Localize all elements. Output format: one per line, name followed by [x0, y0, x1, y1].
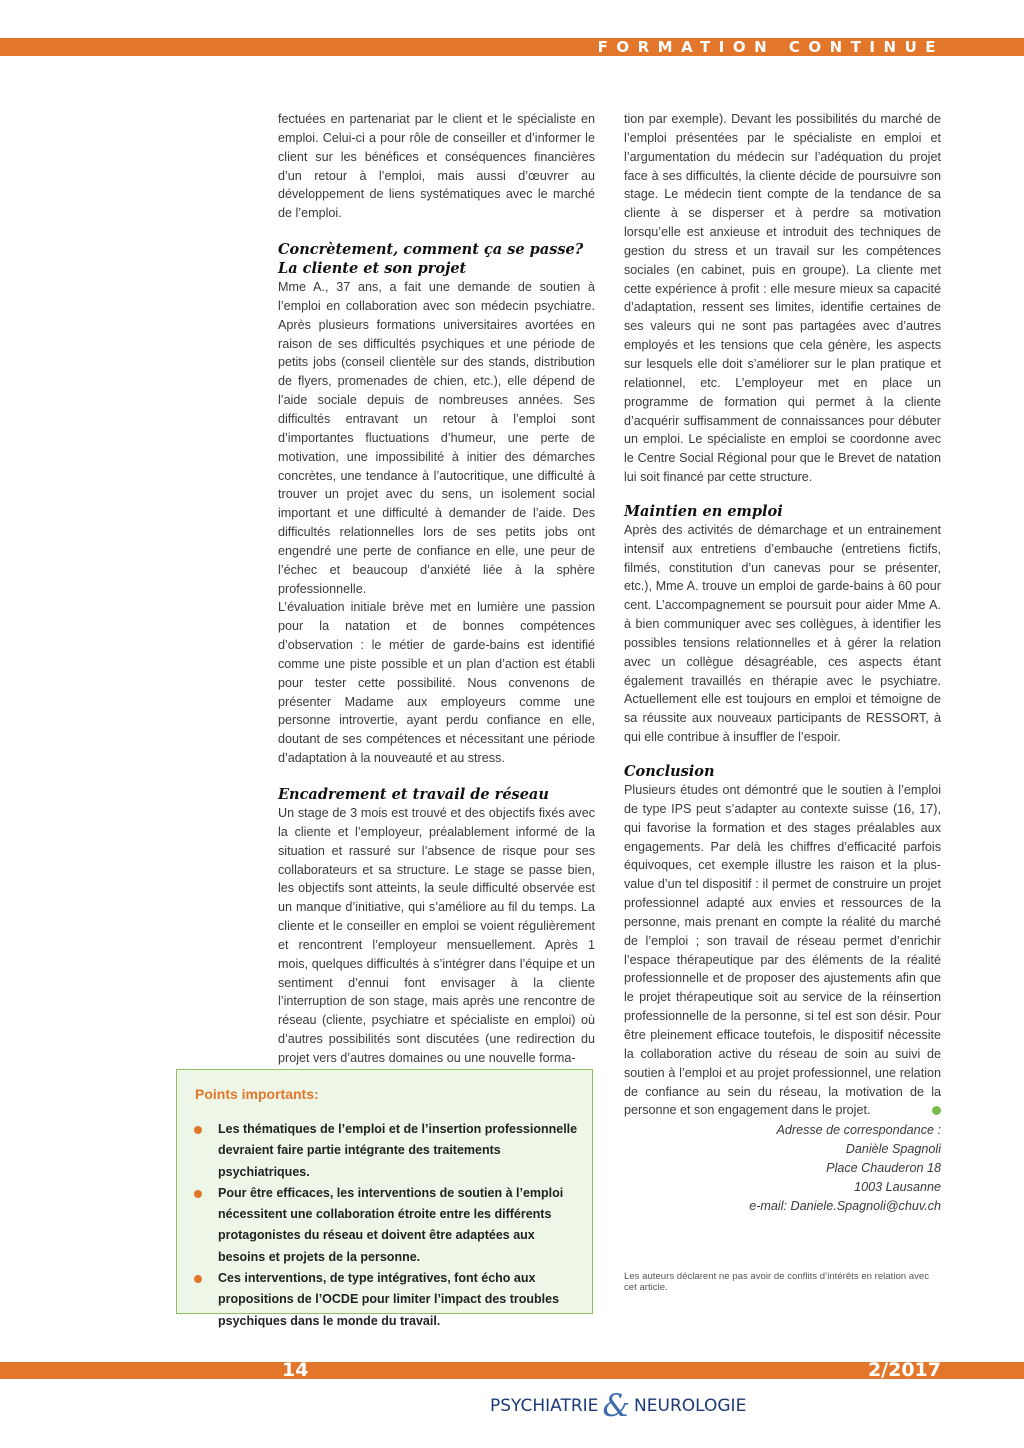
journal-name-left: PSYCHIATRIE — [490, 1396, 599, 1416]
heading-encadrement: Encadrement et travail de réseau — [278, 786, 549, 803]
column-right — [624, 110, 941, 1215]
issue-number: 2/2017 — [867, 1359, 941, 1381]
paragraph-maintien: Après des activités de démarchage et un entrainement intensif aux entretiens d’embauche (entretiens fictifs, filmés, constitution d’un canevas pour se présenter, etc.), Mme A. trouve un emploi de garde-bains à 60 pour cent. L’accompagnement se poursuit pour aider Mme A. à bien communiquer avec ses collègues, à identifier les possibles tensions relationnelles et à gérer la relation avec un collègue désagréable, ces aspects étant également travaillés en thérapie avec le psychiatre. Actuellement elle est toujours en emploi et témoigne de sa réussite aux nouveaux participants de RESSORT, à qui elle contribue à insuffler de l’espoir. — [624, 522, 941, 745]
address-city: 1003 Lausanne — [854, 1179, 941, 1194]
key-point-item — [194, 1268, 580, 1332]
key-point-text: Pour être efficaces, les interventions de soutien à l’emploi nécessitent une collaboration étroite entre les différents protagonistes du réseau et doivent être adaptées aux besoins et projets de la personne. — [218, 1185, 564, 1264]
paragraph-mme-a: Mme A., 37 ans, a fait une demande de soutien à l’emploi en collaboration avec son médecin psychiatre. Après plusieurs formations universitaires avortées en raison de ses difficultés psychiques et une période de petits jobs (conseil clientèle sur des stands, distribution de flyers, promenades de chien, etc.), elle dépend de l’aide sociale depuis de nombreuses années. Ses difficultés entravant un retour à l’emploi sont d’importantes fluctuations d’humeur, une perte de motivation, une impossibilité à initier des démarches concrètes, une tendance à l’autocritique, une difficulté à trouver un projet avec du sens, un isolement social important et une difficulté à demander de l’aide. Des difficultés relationnelles lors de ses petits jobs ont engendré une perte de confiance en elle, une peur de l’échec et beaucoup d’anxiété liée à la sphère professionnelle. — [278, 280, 595, 596]
journal-name-right: NEUROLOGIE — [634, 1396, 747, 1416]
bullet-dot-icon — [194, 1190, 202, 1198]
heading-concretement: Concrètement, comment ça se passe? — [278, 241, 584, 259]
bullet-dot-icon — [194, 1126, 202, 1134]
bullet-dot-icon — [194, 1275, 202, 1283]
paragraph-conclusion — [624, 781, 941, 1120]
paragraph-stage: Un stage de 3 mois est trouvé et des objectifs fixés avec la cliente et l’employeur, préalablement informé de la situation et rassuré sur l’absence de risque pour ses collaborateurs et sa structure. Le stage se passe bien, les objectifs sont atteints, la seule difficulté observée est un manque d’initiative, qui s’améliore au fil du temps. La cliente et le conseiller en emploi se voient régulièrement et rencontrent l’employeur mensuellement. Après 1 mois, quelques difficultés à s’intégrer dans l’équipe et un sentiment d’ennui font envisager à la cliente l’interruption de son stage, mais après une rencontre de réseau (cliente, psychiatre et spécialiste en emploi) où d’autres possibilités sont discutées (une redirection du projet vers d’autres domaines ou une nouvelle forma- — [278, 806, 595, 1065]
paragraph-intro: fectuées en partenariat par le client et le spécialiste en emploi. Celui-ci a pour rôle de conseiller et d’informer le client sur les bénéfices et conséquences financières d’un retour à l’emploi, mais aussi d’œuvrer au développement de liens systématiques avec le marché de l’emploi. — [278, 112, 595, 221]
journal-ampersand: & — [602, 1388, 631, 1424]
address-street: Place Chauderon 18 — [826, 1160, 941, 1175]
conclusion-text: Plusieurs études ont démontré que le soutien à l’emploi de type IPS peut s’adapter au contexte suisse (16, 17), qui favorise la formation et des stages préalables aux engagements. Par delà les chiffres d’efficacité parfois équivoques, cet exemple illustre les raison et la plus-value d’un tel dispositif : il permet de construire un projet professionnel adapté aux envies et ressources de la personne, mais prenant en compte la réalité du marché de l’emploi ; son travail de réseau permet d’enrichir l’espace thérapeutique par des éléments de la réalité professionnelle et de proposer des ajustements afin que le projet thérapeutique soit au service de la réinsertion professionnelle de la personne, si tel est son désir. Pour être pleinement efficace toutefois, le dispositif nécessite la collaboration active du réseau de soin au suivi de soutien à l’emploi et au projet professionnel, une relation de confiance au sein du réseau, la motivation de la personne et son engagement dans le projet. — [624, 783, 941, 1118]
key-point-item — [194, 1119, 580, 1183]
end-of-article-dot-icon — [932, 1106, 941, 1115]
heading-maintien: Maintien en emploi — [624, 502, 783, 520]
key-points-list — [194, 1119, 580, 1332]
key-point-text: Les thématiques de l’emploi et de l’insertion professionnelle devraient faire partie intégrante des traitements psychiatriques. — [218, 1122, 578, 1179]
key-point-item — [194, 1183, 580, 1268]
key-point-text: Ces interventions, de type intégratives, font écho aux propositions de l’OCDE pour limiter l’impact des troubles psychiques dans le monde du travail. — [218, 1271, 560, 1328]
heading-conclusion: Conclusion — [624, 763, 715, 780]
paragraph-continuation: tion par exemple). Devant les possibilités du marché de l’emploi présentées par le spécialiste en emploi et l’argumentation du médecin sur l’adéquation du projet face à ses difficultés, la cliente décide de poursuivre son stage. Le médecin tient compte de la tendance de sa cliente à se disperser et à perdre sa motivation lorsqu’elle est anxieuse et introduit des techniques de gestion du stress et un travail sur les compétences sociales (en cabinet, puis en groupe). La cliente met cette expérience à profit : elle mesure mieux sa capacité d’adaptation, ressent ses limites, identifie certaines de ses valeurs qui ne sont pas partagées avec d’autres employés et les tensions que cela génère, les aspects sur lesquels elle doit s’améliorer sur le plan pratique et relationnel, etc. L’employeur met en place un programme de formation qui permet à la cliente d’acquérir suffisamment de connaissances pour débuter un emploi. Le spécialiste en emploi se coordonne avec le Centre Social Régional pour que le Brevet de natation lui soit financé par cette structure. — [624, 112, 941, 485]
section-title: FORMATION CONTINUE — [597, 38, 944, 56]
header-bar — [0, 38, 1024, 56]
address-label: Adresse de correspondance : — [776, 1123, 941, 1138]
key-points-title: Points importants: — [195, 1086, 319, 1102]
conflict-disclaimer: Les auteurs déclarent ne pas avoir de conflits d’intérêts en relation avec cet article. — [624, 1271, 930, 1293]
heading-cliente-projet: La cliente et son projet — [278, 260, 467, 278]
address-email[interactable]: e-mail: Daniele.Spagnoli@chuv.ch — [749, 1198, 941, 1213]
page-number: 14 — [282, 1359, 309, 1381]
footer-bar — [0, 1359, 1024, 1381]
paragraph-evaluation: L’évaluation initiale brève met en lumière une passion pour la natation et de bonnes compétences d’observation : le métier de garde-bains est identifié comme une piste possible et un plan d’action est établi pour tester cette possibilité. Nous convenons de présenter Madame aux employeurs comme une personne introvertie, ayant perdu confiance en elle, doutant de ses compétences et nécessitant une période d’adaptation à la nouveauté et au stress. — [278, 600, 595, 766]
correspondence-address — [624, 1121, 941, 1215]
address-name: Danièle Spagnoli — [845, 1142, 941, 1157]
journal-logo — [490, 1383, 747, 1424]
column-left — [278, 110, 595, 1068]
key-points-box — [176, 1069, 593, 1328]
